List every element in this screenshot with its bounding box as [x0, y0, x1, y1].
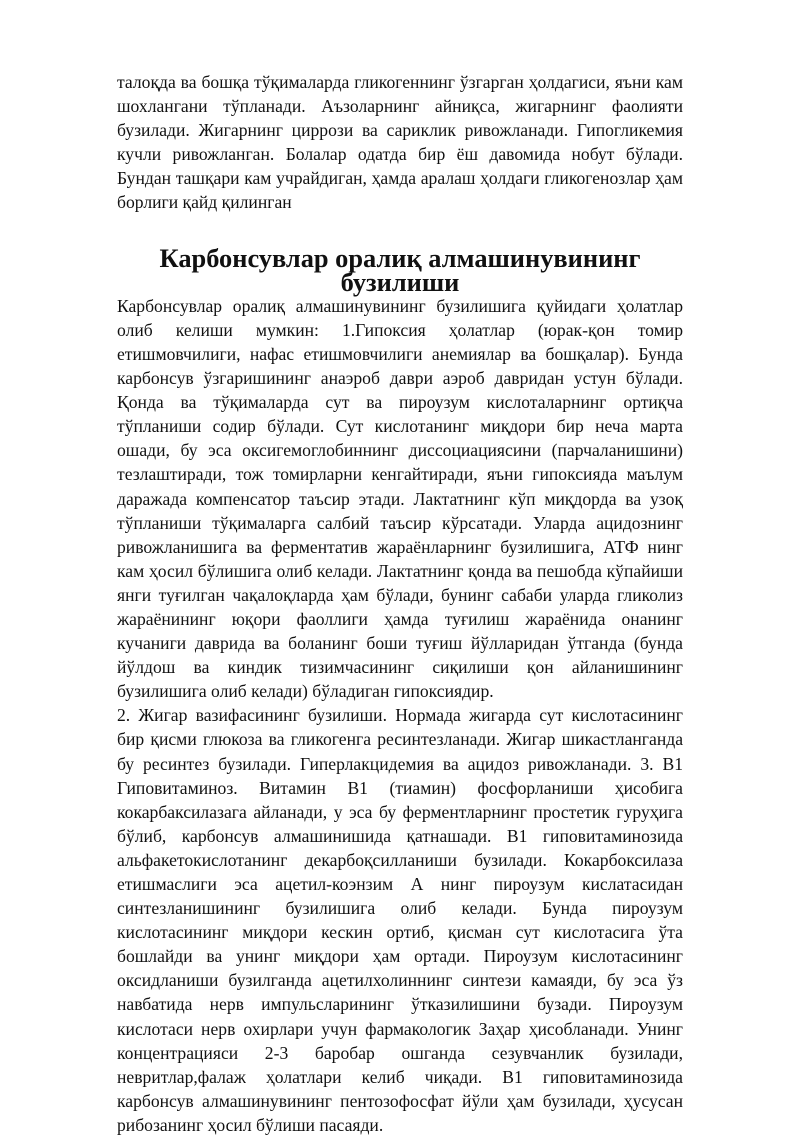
section-heading: Карбонсувлар оралиқ алмашинувининг бузилиши [159, 242, 641, 297]
body-paragraph-1: Карбонсувлар оралиқ алмашинувининг бузилишига қуйидаги ҳолатлар олиб келиши мумкин: 1.Гипоксия ҳолатлар (юрак-қон томир етишмовчилиги, нафас етишмовчилиги анемиялар ва бошқалар). Бунда карбонсув ўзгаришининг анаэроб даври аэроб давридан устун бўлади. Қонда ва тўқималарда сут ва пироузум кислоталарнинг ортиқча тўпланиши содир бўлади. Сут кислотанинг миқдори бир неча марта ошади, бу эса оксигемоглобиннинг диссоциациясини (парчаланишини) тезлаштиради, тож томирларни кенгайтиради, яъни гипоксияда маълум даражада компенсатор таъсир этади. Лактатнинг кўп миқдорда ва узоқ тўпланиши тўқималарга салбий таъсир кўрсатади. Уларда ацидознинг ривожланишига ва ферментатив жараёнларнинг бузилишига, АТФ нинг кам ҳосил бўлишига олиб келади. Лактатнинг қонда ва пешобда кўпайиши янги туғилган чақалоқларда ҳам бўлади, бунинг сабаби уларда гликолиз жараёнининг юқори фаоллиги ҳамда туғилиш жараёнида онанинг кучаниги даврида ва боланинг боши туғиш йўлларидан ўтганда (бунда йўлдош ва киндик тизимчасининг сиқилиши қон айланишининг бузилишига олиб келади) бўладиган гипоксиядир. [117, 295, 683, 702]
body-paragraph-2: 2. Жигар вазифасининг бузилиши. Нормада жигарда сут кислотасининг бир қисми глюкоза ва гликогенга ресинтезланади. Жигар шикастланганда бу ресинтез бузилади. Гиперлакцидемия ва ацидоз ривожланади. 3. В1 Гиповитаминоз. Витамин В1 (тиамин) фосфорланиши ҳисобига кокарбаксилазага айланади, у эса бу ферментларнинг простетик гуруҳига бўлиб, карбонсув алмашинишида қатнашади. В1 гиповитаминозида альфакетокислотанинг декарбоқсилланиши бузилади. Кокарбоксилаза етишмаслиги эса ацетил-коэнзим А нинг пироузум кислатасидан синтезланишининг бузилишига олиб келади. Бунда пироузум кислотасининг миқдори кескин ортиб, қисман сут кислотасига ўта бошлайди ва унинг миқдори ҳам ортади. Пироузум кислотасининг оксидланиши бузилганда ацетилхолиннинг синтези камаяди, бу эса ўз навбатида нерв импульсларининг ўтказилишини бузади. Пироузум кислотаси нерв охирлари учун фармакологик Заҳар ҳисобланади. Унинг концентрацияси 2-3 баробар ошганда сезувчанлик бузилади, невритлар,фалаж ҳолатлари келиб чиқади. В1 гиповитаминозида карбонсув алмашинувининг пентозофосфат йўли ҳам бузилади, ҳусусан рибозанинг ҳосил бўлиши пасаяди. [117, 705, 683, 1135]
paragraph-spacer [117, 215, 683, 239]
document-page [117, 70, 683, 1137]
intro-paragraph: талоқда ва бошқа тўқималарда гликогеннинг ўзгарган ҳолдагиси, яъни кам шохлангани тўпланади. Аъзоларнинг айниқса, жигарнинг фаолияти бузилади. Жигарнинг циррози ва сариклик ривожланади. Гипогликемия кучли ривожланган. Болалар одатда бир ёш давомида нобут бўлади. Бундан ташқари кам учрайдиган, ҳамда аралаш ҳолдаги гликогенозлар ҳам борлиги қайд қилинган [117, 72, 683, 213]
